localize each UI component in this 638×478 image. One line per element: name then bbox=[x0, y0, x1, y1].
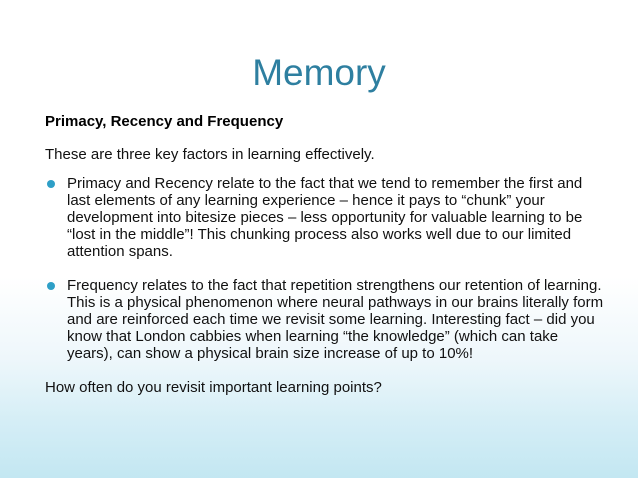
intro-text: These are three key factors in learning effectively. bbox=[45, 146, 375, 163]
slide-title: Memory bbox=[252, 52, 386, 93]
bullet-item-primacy-recency bbox=[45, 175, 605, 260]
bullet-text: Primacy and Recency relate to the fact that we tend to remember the first and last elements of any learning experience – hence it pays to “chunk” your development into bitesize pieces – less opportunity for valuable learning to be “lost in the middle”! This chunking process also works well due to our limited attention spans. bbox=[67, 175, 583, 260]
bullet-list bbox=[45, 175, 605, 379]
slide-subtitle: Primacy, Recency and Frequency bbox=[45, 113, 284, 130]
bullet-item-frequency bbox=[45, 277, 605, 362]
bullet-dot-icon bbox=[47, 180, 55, 188]
bullet-dot-icon bbox=[47, 282, 55, 290]
bullet-text: Frequency relates to the fact that repetition strengthens our retention of learning. This is a physical phenomenon where neural pathways in our brains literally form and are reinforced each time we revisit some learning. Interesting fact – did you know that London cabbies when learning “the knowledge” (which can take years), can show a physical brain size increase of up to 10%! bbox=[67, 277, 604, 362]
closing-question: How often do you revisit important learning points? bbox=[45, 379, 382, 396]
